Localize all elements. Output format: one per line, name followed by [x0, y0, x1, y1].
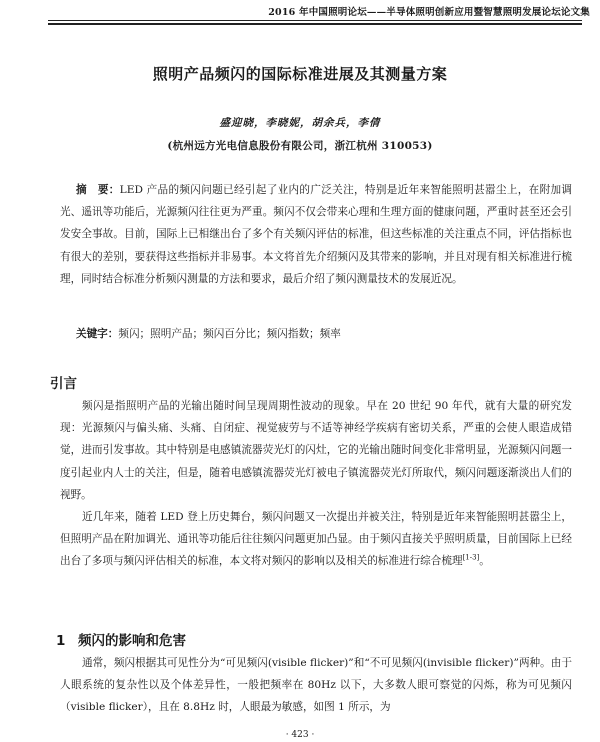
intro-paragraph-2 — [60, 506, 572, 573]
intro-heading: 引言 — [50, 376, 77, 392]
intro-paragraph-1: 频闪是指照明产品的光输出随时间呈现周期性波动的现象。早在 20 世纪 90 年代，就有大量的研究发现：光源频闪与偏头痛、头痛、自闭症、视觉疲劳与不适等神经学疾病有密切关系，严重的会使人眼造成错觉，进而引发事故。其中特别是电感镇流器荧光灯的闪灶，它的光输出随时间变化非常明显，光源频闪问题一度引起业内人士的关注，但是，随着电感镇流器荧光灯被电子镇流器荧光灯所取代，频闪问题逐渐淡出人们的视野。 — [60, 400, 572, 501]
paper-title: 照明产品频闪的国际标准进展及其测量方案 — [152, 65, 448, 83]
abstract — [60, 179, 572, 290]
header-rule-thick — [48, 23, 582, 25]
header-rule-thin — [48, 20, 582, 21]
section-title: 频闪的影响和危害 — [78, 633, 186, 649]
section-1-paragraph: 通常，频闪根据其可见性分为“可见频闪(visible flicker)”和“不可见频闪(invisible flicker)”两种。由于人眼系统的复杂性以及个体差异性，一般把频率在 80Hz 以下，大多数人眼可察觉的闪烁，称为可见频闪（visible flicker），且在 8.8Hz 时，人眼最为敏感，如图 1 所示，为 — [60, 657, 572, 714]
intro-paragraph-2-end: 。 — [479, 555, 490, 568]
running-header: 2016 年中国照明论坛——半导体照明创新应用暨智慧照明发展论坛论文集 — [268, 7, 590, 18]
keywords — [60, 323, 572, 345]
keywords-label: 关键字： — [76, 328, 119, 340]
section-number: 1 — [56, 633, 66, 649]
page-number: · 423 · — [285, 730, 315, 740]
abstract-label: 摘 要： — [76, 184, 120, 196]
citation-ref: [1-3] — [462, 553, 480, 562]
abstract-text: LED 产品的频闪问题已经引起了业内的广泛关注，特别是近年来智能照明甚嚣尘上，在附加调光、遥讯等功能后，光源频闪往往更为严重。频闪不仅会带来心理和生理方面的健康问题，严重时甚至还会引发安全事故。目前，国际上已相继出台了多个有关频闪评估的标准，但这些标准的关注重点不同，评估指标也有很大的差别，要获得这些指标并非易事。本文将首先介绍频闪及其带来的影响，并且对现有相关标准进行梳理，同时结合标准分析频闪测量的方法和要求，最后介绍了频闪测量技术的发展近况。 — [60, 184, 572, 285]
section-1-heading — [56, 629, 186, 649]
intro-paragraph-2-text: 近几年来，随着 LED 登上历史舞台，频闪问题又一次提出并被关注，特别是近年来智能照明甚嚣尘上，但照明产品在附加调光、通讯等功能后往往频闪问题更加凸显。由于频闪直接关乎照明质量，目前国际上已经出台了多项与频闪评估相关的标准，本文将对频闪的影响以及相关的标准进行综合梳理 — [60, 511, 572, 568]
affiliation: (杭州远方光电信息股份有限公司，浙江杭州 310053) — [167, 140, 433, 152]
keywords-text: 频闪；照明产品；频闪百分比；频闪指数；频率 — [118, 328, 341, 340]
author-list: 盛迎晓，李晓妮，胡余兵，李倩 — [219, 117, 381, 129]
